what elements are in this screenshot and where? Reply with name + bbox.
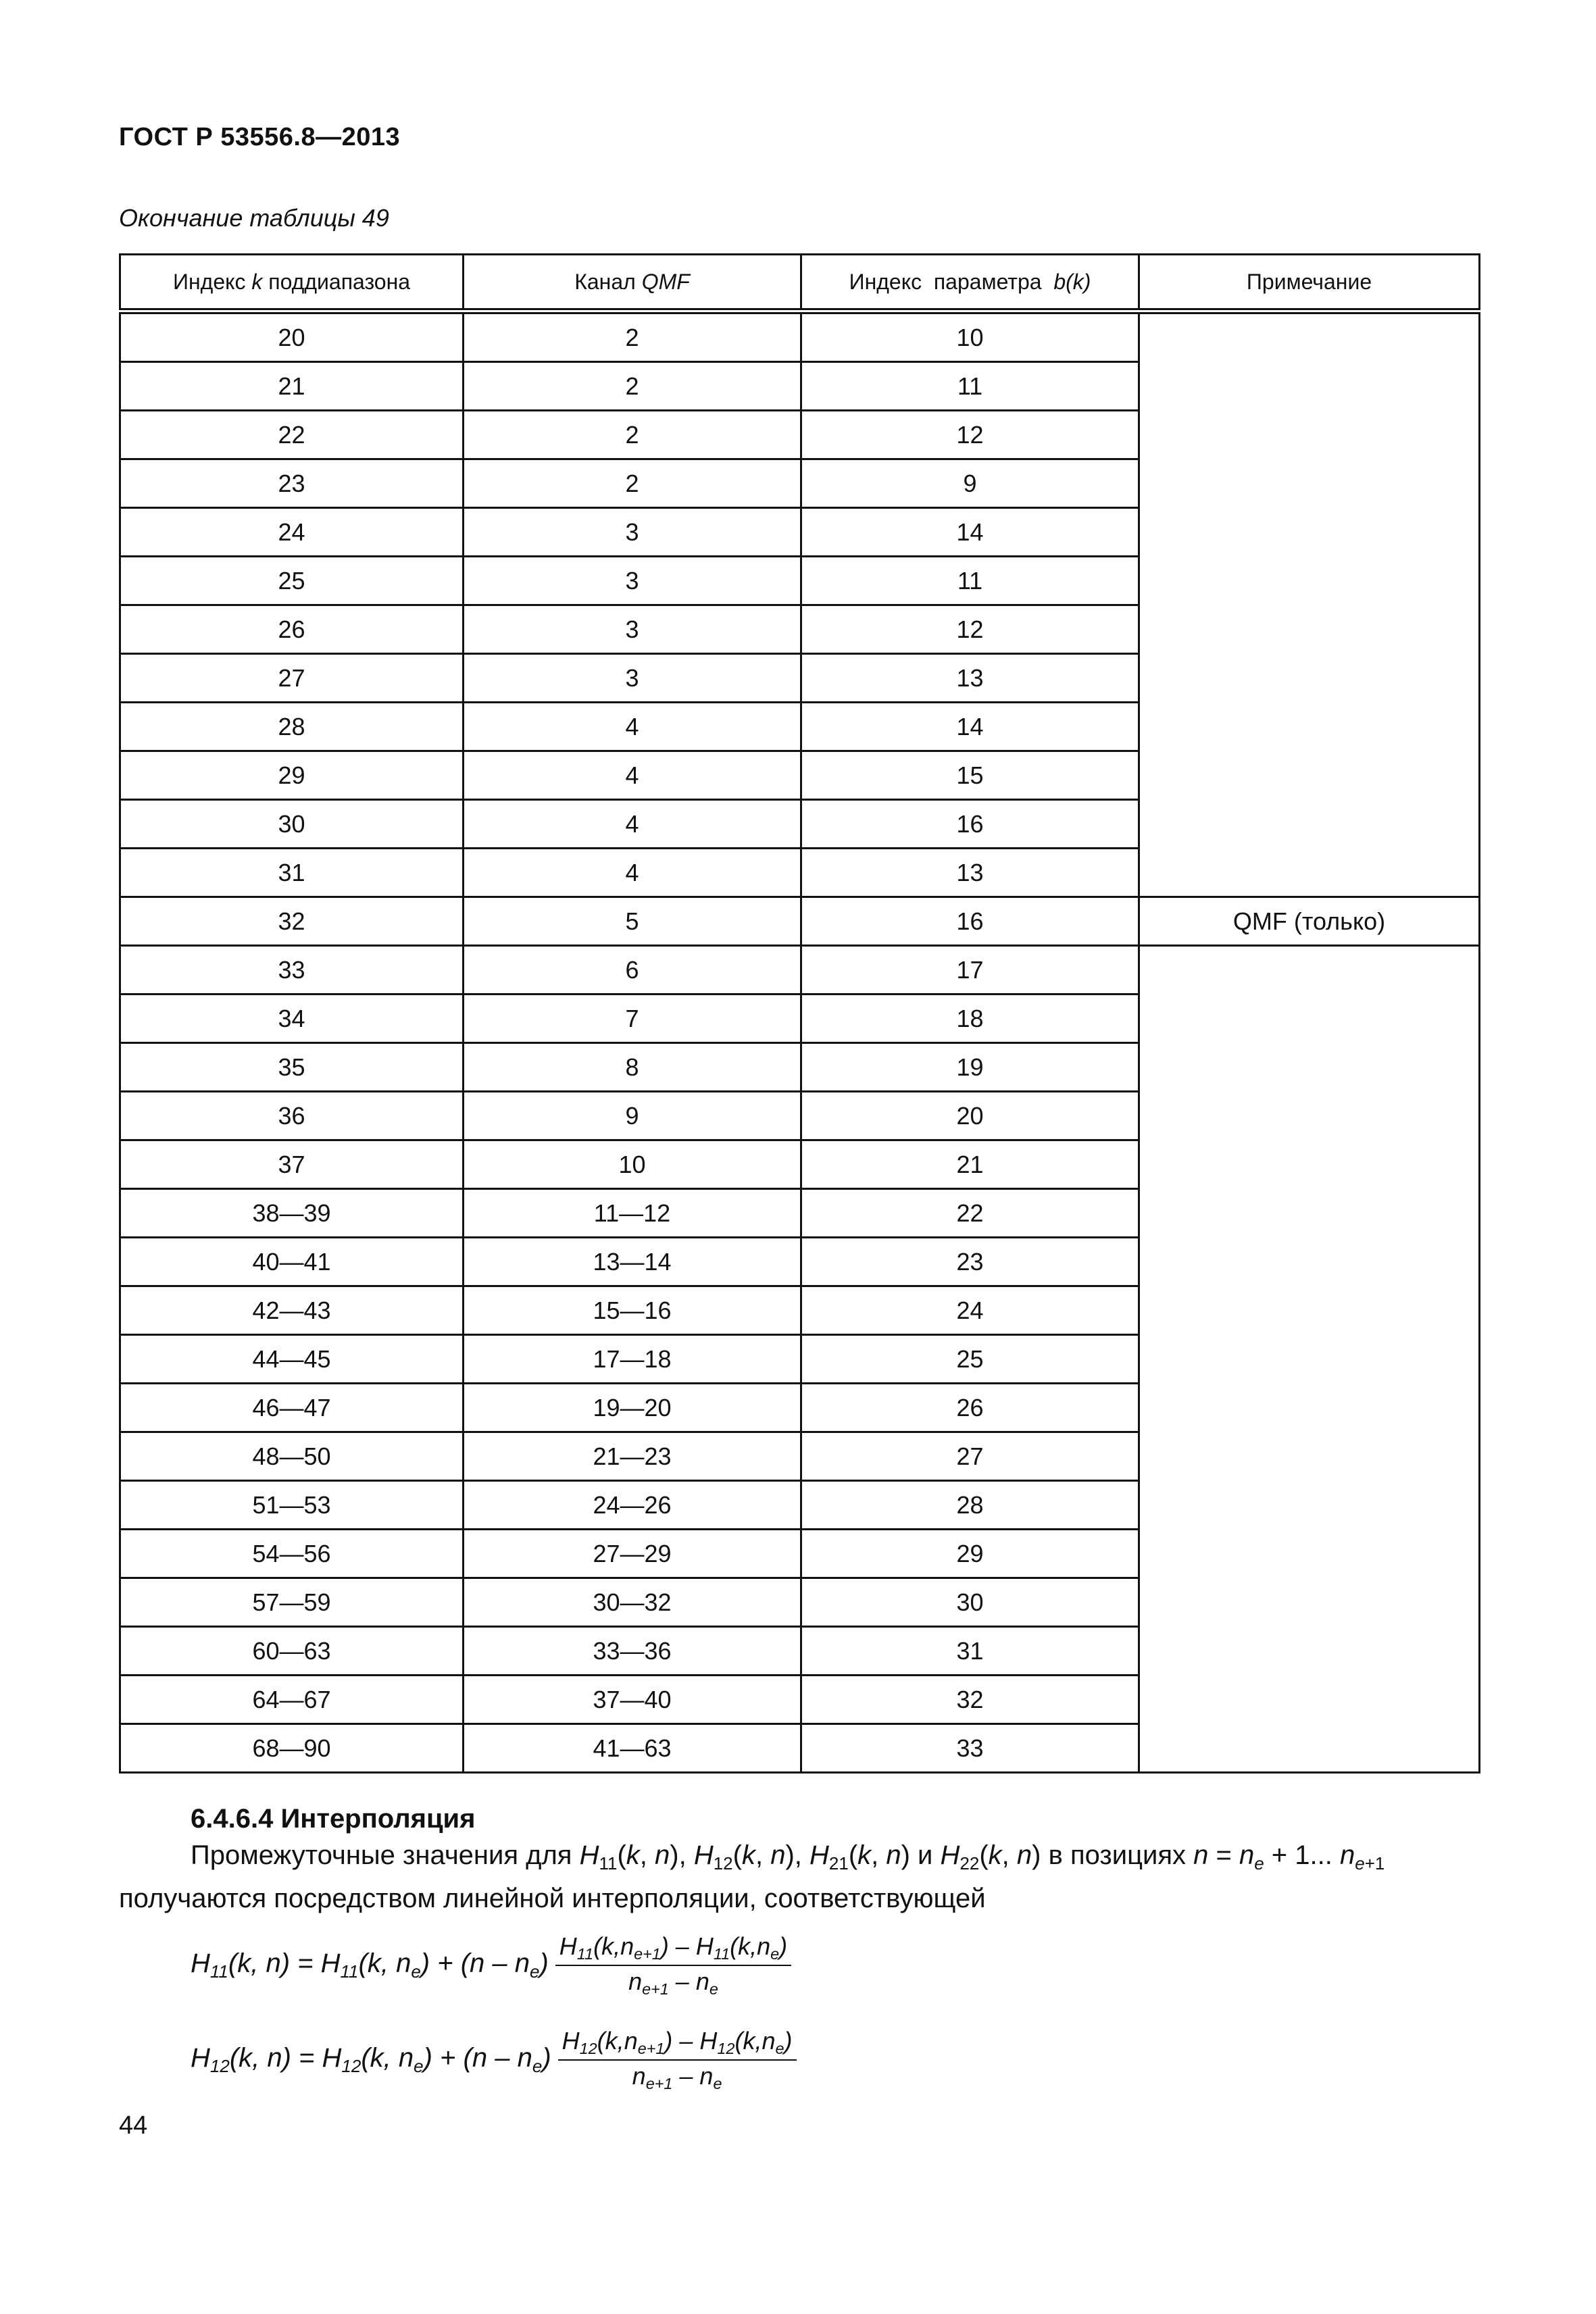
cell-subband-index: 48—50 bbox=[120, 1432, 464, 1481]
cell-subband-index: 20 bbox=[120, 311, 464, 362]
cell-qmf-channel: 7 bbox=[464, 995, 801, 1043]
cell-parameter-index: 13 bbox=[801, 849, 1139, 897]
cell-qmf-channel: 13—14 bbox=[464, 1238, 801, 1286]
cell-qmf-channel: 2 bbox=[464, 362, 801, 411]
cell-parameter-index: 26 bbox=[801, 1384, 1139, 1432]
cell-parameter-index: 22 bbox=[801, 1189, 1139, 1238]
cell-parameter-index: 24 bbox=[801, 1286, 1139, 1335]
cell-parameter-index: 33 bbox=[801, 1724, 1139, 1773]
parameter-table bbox=[119, 253, 1480, 1774]
cell-qmf-channel: 6 bbox=[464, 946, 801, 995]
cell-qmf-channel: 4 bbox=[464, 800, 801, 849]
cell-parameter-index: 16 bbox=[801, 800, 1139, 849]
cell-subband-index: 57—59 bbox=[120, 1578, 464, 1627]
cell-parameter-index: 29 bbox=[801, 1530, 1139, 1578]
cell-subband-index: 46—47 bbox=[120, 1384, 464, 1432]
cell-qmf-channel: 41—63 bbox=[464, 1724, 801, 1773]
cell-qmf-channel: 19—20 bbox=[464, 1384, 801, 1432]
cell-parameter-index: 11 bbox=[801, 557, 1139, 605]
cell-qmf-channel: 30—32 bbox=[464, 1578, 801, 1627]
cell-subband-index: 38—39 bbox=[120, 1189, 464, 1238]
cell-subband-index: 30 bbox=[120, 800, 464, 849]
cell-qmf-channel: 17—18 bbox=[464, 1335, 801, 1384]
cell-subband-index: 54—56 bbox=[120, 1530, 464, 1578]
cell-note-qmf: QMF (только) bbox=[1139, 897, 1480, 946]
cell-subband-index: 23 bbox=[120, 459, 464, 508]
cell-subband-index: 51—53 bbox=[120, 1481, 464, 1530]
document-header: ГОСТ Р 53556.8—2013 bbox=[119, 123, 401, 151]
cell-parameter-index: 14 bbox=[801, 703, 1139, 751]
cell-subband-index: 64—67 bbox=[120, 1676, 464, 1724]
paragraph-text-1: Промежуточные значения для bbox=[191, 1840, 572, 1870]
cell-qmf-channel: 3 bbox=[464, 654, 801, 703]
cell-parameter-index: 16 bbox=[801, 897, 1139, 946]
paragraph-text-2: в позициях bbox=[1048, 1840, 1186, 1870]
page-number: 44 bbox=[119, 2111, 148, 2140]
cell-qmf-channel: 4 bbox=[464, 703, 801, 751]
cell-parameter-index: 32 bbox=[801, 1676, 1139, 1724]
cell-subband-index: 25 bbox=[120, 557, 464, 605]
cell-qmf-channel: 5 bbox=[464, 897, 801, 946]
cell-parameter-index: 19 bbox=[801, 1043, 1139, 1092]
cell-parameter-index: 14 bbox=[801, 508, 1139, 557]
cell-parameter-index: 12 bbox=[801, 411, 1139, 459]
cell-parameter-index: 15 bbox=[801, 751, 1139, 800]
column-header-qmf-channel: Канал QMF bbox=[464, 255, 801, 311]
cell-subband-index: 31 bbox=[120, 849, 464, 897]
table-caption: Окончание таблицы 49 bbox=[119, 204, 389, 232]
section-paragraph: Промежуточные значения для $H_{11}(k$, n), $H_{12}(k$, n), $H_{21}(k$, n) и $H_{22}(k$, n) в позициях $n = n_e + 1$... $n_{e+1}$ получаются посредством линейной интерполяции, соответствующей bbox=[119, 1840, 1385, 1913]
cell-subband-index: 22 bbox=[120, 411, 464, 459]
cell-parameter-index: 12 bbox=[801, 605, 1139, 654]
cell-qmf-channel: 2 bbox=[464, 411, 801, 459]
cell-subband-index: 26 bbox=[120, 605, 464, 654]
cell-parameter-index: 23 bbox=[801, 1238, 1139, 1286]
column-header-subband-index: Индекс k поддиапазона bbox=[120, 255, 464, 311]
table-row bbox=[120, 311, 1480, 362]
cell-parameter-index: 28 bbox=[801, 1481, 1139, 1530]
formula-h11: $H_{11}(k$, $n) = H_{11}(k$, $n_e) + (n - n_e)$ $\frac{H_{11}(k,n_{e+1}) - H_{11}(k,n_e)}{n_{e+1} - n_e}$ bbox=[191, 1932, 791, 1998]
cell-qmf-channel: 11—12 bbox=[464, 1189, 801, 1238]
cell-subband-index: 24 bbox=[120, 508, 464, 557]
cell-subband-index: 42—43 bbox=[120, 1286, 464, 1335]
cell-qmf-channel: 3 bbox=[464, 557, 801, 605]
column-header-note: Примечание bbox=[1139, 255, 1480, 311]
cell-note-empty bbox=[1139, 311, 1480, 897]
table-header-row bbox=[120, 255, 1480, 311]
cell-parameter-index: 21 bbox=[801, 1140, 1139, 1189]
cell-qmf-channel: 15—16 bbox=[464, 1286, 801, 1335]
cell-qmf-channel: 24—26 bbox=[464, 1481, 801, 1530]
cell-subband-index: 27 bbox=[120, 654, 464, 703]
cell-parameter-index: 10 bbox=[801, 311, 1139, 362]
cell-qmf-channel: 2 bbox=[464, 459, 801, 508]
cell-qmf-channel: 3 bbox=[464, 508, 801, 557]
cell-parameter-index: 30 bbox=[801, 1578, 1139, 1627]
cell-parameter-index: 17 bbox=[801, 946, 1139, 995]
cell-parameter-index: 27 bbox=[801, 1432, 1139, 1481]
formula-h12: $H_{12}(k$, $n) = H_{12}(k$, $n_e) + (n - n_e)$ $\frac{H_{12}(k,n_{e+1}) - H_{12}(k,n_e)}{n_{e+1} - n_e}$ bbox=[191, 2027, 797, 2093]
cell-qmf-channel: 4 bbox=[464, 751, 801, 800]
cell-qmf-channel: 33—36 bbox=[464, 1627, 801, 1676]
cell-qmf-channel: 10 bbox=[464, 1140, 801, 1189]
section-title: 6.4.6.4 Интерполяция bbox=[191, 1804, 476, 1834]
cell-subband-index: 21 bbox=[120, 362, 464, 411]
cell-parameter-index: 13 bbox=[801, 654, 1139, 703]
cell-subband-index: 34 bbox=[120, 995, 464, 1043]
cell-parameter-index: 18 bbox=[801, 995, 1139, 1043]
paragraph-text-3: получаются посредством линейной интерполяции, соответствующей bbox=[119, 1883, 986, 1913]
table-row bbox=[120, 897, 1480, 946]
cell-subband-index: 35 bbox=[120, 1043, 464, 1092]
cell-note-empty bbox=[1139, 946, 1480, 1773]
cell-parameter-index: 25 bbox=[801, 1335, 1139, 1384]
cell-subband-index: 68—90 bbox=[120, 1724, 464, 1773]
cell-subband-index: 29 bbox=[120, 751, 464, 800]
cell-qmf-channel: 9 bbox=[464, 1092, 801, 1140]
cell-parameter-index: 20 bbox=[801, 1092, 1139, 1140]
cell-qmf-channel: 4 bbox=[464, 849, 801, 897]
cell-subband-index: 44—45 bbox=[120, 1335, 464, 1384]
cell-subband-index: 32 bbox=[120, 897, 464, 946]
cell-subband-index: 60—63 bbox=[120, 1627, 464, 1676]
cell-qmf-channel: 27—29 bbox=[464, 1530, 801, 1578]
cell-qmf-channel: 21—23 bbox=[464, 1432, 801, 1481]
cell-qmf-channel: 2 bbox=[464, 311, 801, 362]
cell-subband-index: 37 bbox=[120, 1140, 464, 1189]
table-row bbox=[120, 946, 1480, 995]
cell-subband-index: 36 bbox=[120, 1092, 464, 1140]
cell-subband-index: 33 bbox=[120, 946, 464, 995]
cell-subband-index: 28 bbox=[120, 703, 464, 751]
cell-subband-index: 40—41 bbox=[120, 1238, 464, 1286]
column-header-parameter-index: Индекс параметра b(k) bbox=[801, 255, 1139, 311]
cell-parameter-index: 31 bbox=[801, 1627, 1139, 1676]
cell-parameter-index: 9 bbox=[801, 459, 1139, 508]
cell-qmf-channel: 37—40 bbox=[464, 1676, 801, 1724]
cell-qmf-channel: 8 bbox=[464, 1043, 801, 1092]
cell-qmf-channel: 3 bbox=[464, 605, 801, 654]
cell-parameter-index: 11 bbox=[801, 362, 1139, 411]
